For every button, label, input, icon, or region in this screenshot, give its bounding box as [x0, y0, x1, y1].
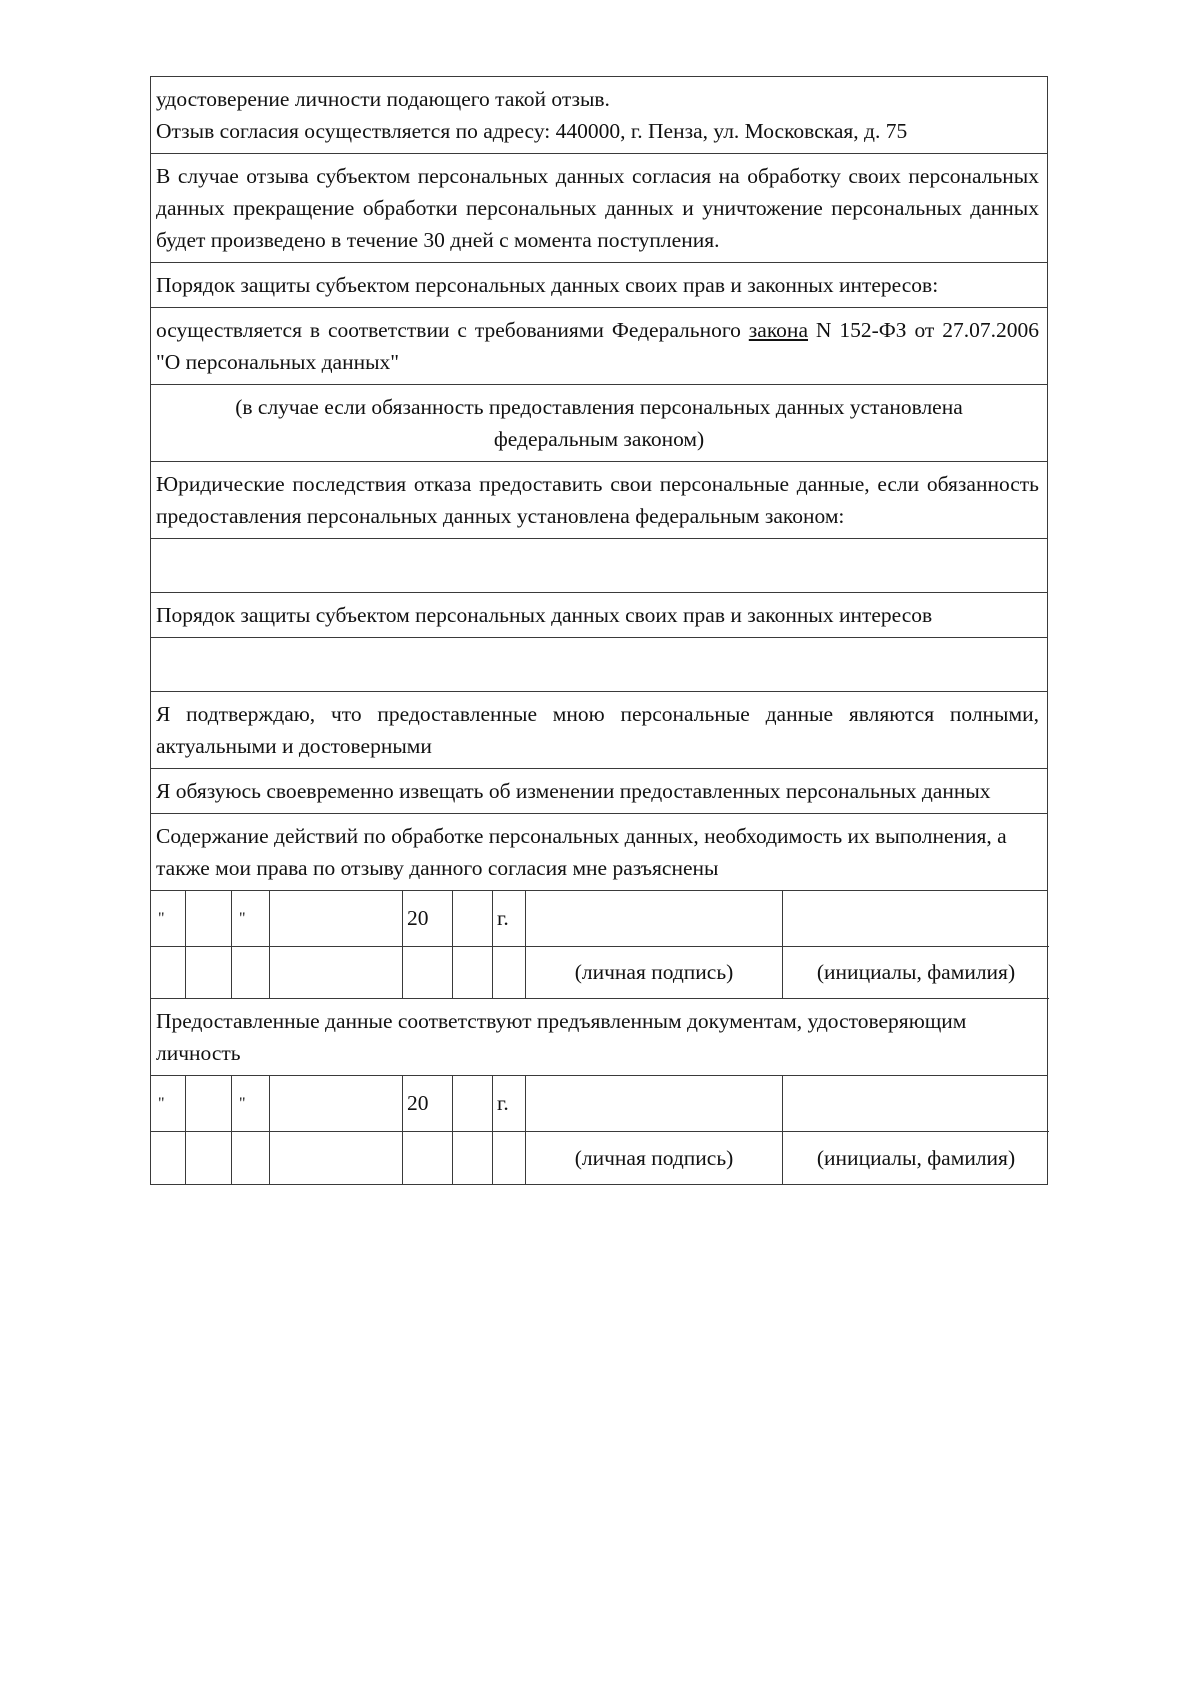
empty-cell	[453, 947, 493, 999]
date-year-field[interactable]	[453, 1076, 493, 1132]
signature-caption-row-2	[151, 1132, 1047, 1184]
revocation-address-row	[151, 77, 1047, 154]
date-day-field[interactable]	[186, 1076, 232, 1132]
protection-procedure-heading: Порядок защиты субъектом персональных данных своих прав и законных интересов:	[151, 263, 1047, 308]
date-year-field[interactable]	[453, 891, 493, 947]
signature-date-row-1	[151, 891, 1047, 947]
protection-procedure-heading-2: Порядок защиты субъектом персональных данных своих прав и законных интересов	[151, 593, 1047, 638]
empty-cell	[186, 947, 232, 999]
empty-cell	[453, 1132, 493, 1184]
signature-caption-row-1	[151, 947, 1047, 999]
empty-cell	[186, 1132, 232, 1184]
revocation-address-text: Отзыв согласия осуществляется по адресу: 440000, г. Пенза, ул. Московская, д. 75	[156, 119, 908, 143]
empty-cell	[270, 947, 403, 999]
date-quote-open: "	[151, 1076, 186, 1132]
name-caption: (инициалы, фамилия)	[816, 1145, 1016, 1170]
law-link[interactable]: закона	[748, 318, 808, 342]
name-caption: (инициалы, фамилия)	[783, 947, 1049, 999]
date-day-field[interactable]	[186, 891, 232, 947]
signature-caption: (личная подпись)	[526, 947, 783, 999]
signature-field[interactable]	[526, 891, 783, 947]
empty-cell	[151, 947, 186, 999]
consent-form-table	[150, 76, 1048, 1185]
signature-caption: (личная подпись)	[526, 1132, 783, 1184]
date-quote-open: "	[151, 891, 186, 947]
empty-cell	[151, 1132, 186, 1184]
signature-date-row-2	[151, 1076, 1047, 1132]
date-year-suffix: г.	[493, 1076, 526, 1132]
date-year-prefix: 20	[403, 891, 453, 947]
federal-law-condition-row: (в случае если обязанность предоставления персональных данных установлена федеральным законом)	[151, 385, 1047, 462]
empty-cell	[493, 947, 526, 999]
explanation-acknowledgement-row: Содержание действий по обработке персональных данных, необходимость их выполнения, а также мои права по отзыву данного согласия мне разъяснены	[151, 814, 1047, 891]
protection-procedure-row	[151, 308, 1047, 385]
date-month-field[interactable]	[270, 891, 403, 947]
empty-cell	[232, 1132, 270, 1184]
empty-cell	[403, 947, 453, 999]
revocation-id-text: удостоверение личности подающего такой отзыв.	[156, 87, 610, 111]
documents-match-row: Предоставленные данные соответствуют предъявленным документам, удостоверяющим личность	[151, 999, 1047, 1076]
date-year-prefix: 20	[403, 1076, 453, 1132]
empty-cell	[493, 1132, 526, 1184]
legal-consequences-blank[interactable]	[151, 539, 1047, 593]
empty-cell	[232, 947, 270, 999]
date-year-suffix: г.	[493, 891, 526, 947]
empty-cell	[270, 1132, 403, 1184]
name-field[interactable]	[783, 891, 1049, 947]
revocation-terms-row: В случае отзыва субъектом персональных данных согласия на обработку своих персональных данных прекращение обработки персональных данных и уничтожение персональных данных будет произведено в течение 30 дней с момента поступления.	[151, 154, 1047, 263]
date-quote-close: "	[232, 1076, 270, 1132]
protection-procedure-blank[interactable]	[151, 638, 1047, 692]
empty-cell	[403, 1132, 453, 1184]
signature-field[interactable]	[526, 1076, 783, 1132]
date-quote-close: "	[232, 891, 270, 947]
legal-consequences-row: Юридические последствия отказа предоставить свои персональные данные, если обязанность предоставления персональных данных установлена федеральным законом:	[151, 462, 1047, 539]
data-accuracy-confirmation-row: Я подтверждаю, что предоставленные мною персональные данные являются полными, актуальными и достоверными	[151, 692, 1047, 769]
protection-procedure-text-2: N 152-ФЗ от 27.07.2006 "О персональных данных"	[156, 318, 1039, 374]
date-month-field[interactable]	[270, 1076, 403, 1132]
notify-changes-row: Я обязуюсь своевременно извещать об изменении предоставленных персональных данных	[151, 769, 1047, 814]
name-field[interactable]	[783, 1076, 1049, 1132]
protection-procedure-text-1: осуществляется в соответствии с требованиями Федерального	[156, 318, 749, 342]
